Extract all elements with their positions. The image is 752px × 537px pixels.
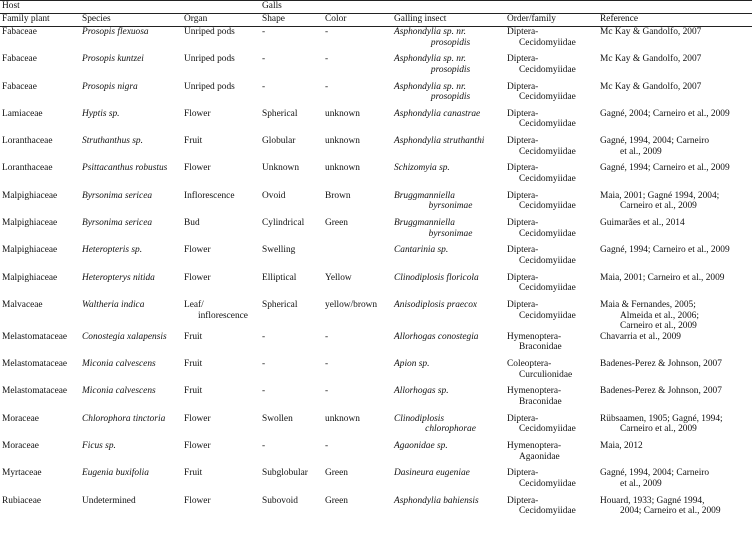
insect-line: chlorophorae <box>425 424 476 435</box>
cell-galling-insect <box>394 414 507 441</box>
cell-shape: Spherical <box>262 108 298 119</box>
cell-color: Green <box>325 495 348 506</box>
cell-order-family <box>507 332 600 359</box>
cell-shape: Subovoid <box>262 495 298 506</box>
organ-line: Fruit <box>184 331 203 342</box>
cell-galling-insect <box>394 386 507 413</box>
cell-shape: - <box>262 359 266 370</box>
cell-family-plant: Lamiaceae <box>2 108 43 119</box>
organ-line: Unriped pods <box>184 81 235 92</box>
cell-order-family <box>507 496 600 523</box>
table-body <box>0 27 752 523</box>
order-line: Cecidomyiidae <box>519 255 576 266</box>
order-line: Diptera- <box>507 136 539 147</box>
col-header-species: Species <box>82 14 111 24</box>
cell-species: Prosopis flexuosa <box>82 27 149 37</box>
reference-line: Maia, 2012 <box>600 440 643 451</box>
cell-color: - <box>325 81 329 92</box>
cell-organ <box>184 54 262 81</box>
cell-shape: Swelling <box>262 245 296 256</box>
col-header-color: Color <box>325 14 347 24</box>
cell-order-family <box>507 27 600 55</box>
cell-organ <box>184 109 262 136</box>
cell-organ <box>184 163 262 190</box>
cell-species: Hyptis sp. <box>82 108 120 119</box>
reference-line: Maia, 2001; Carneiro et al., 2009 <box>600 272 725 283</box>
insect-line: prosopidis <box>430 64 471 75</box>
col-header-order-family: Order/family <box>507 14 556 24</box>
organ-line: Flower <box>184 495 211 506</box>
reference-line: Gagné, 2004; Carneiro et al., 2009 <box>600 108 730 119</box>
table-row <box>0 218 752 245</box>
table-row <box>0 496 752 523</box>
cell-galling-insect <box>394 273 507 300</box>
insect-line: Clinodiplosis floricola <box>394 272 479 283</box>
organ-line: Flower <box>184 163 211 174</box>
table-row <box>0 300 752 332</box>
order-line: Cecidomyiidae <box>519 478 576 489</box>
order-line: Cecidomyiidae <box>519 146 576 157</box>
cell-organ <box>184 27 262 55</box>
cell-reference <box>600 163 752 190</box>
cell-organ <box>184 496 262 523</box>
table-row <box>0 245 752 272</box>
cell-species: Undetermined <box>82 495 136 506</box>
cell-shape: - <box>262 331 266 342</box>
table-row <box>0 109 752 136</box>
cell-family-plant: Malvaceae <box>2 299 43 310</box>
cell-species: Chlorophora tinctoria <box>82 413 166 424</box>
cell-organ <box>184 414 262 441</box>
cell-color: - <box>325 331 329 342</box>
insect-line: Asphondylia sp. nr. <box>394 54 466 65</box>
table-row <box>0 54 752 81</box>
cell-family-plant: Malpighiaceae <box>2 272 58 283</box>
order-line: Hymenoptera- <box>507 386 562 397</box>
insect-line: Bruggmanniella <box>394 218 455 229</box>
cell-species: Miconia calvescens <box>82 386 156 397</box>
cell-color: Green <box>325 468 348 479</box>
cell-reference <box>600 359 752 386</box>
cell-order-family <box>507 191 600 218</box>
cell-galling-insect <box>394 468 507 495</box>
organ-line: Fruit <box>184 386 203 397</box>
cell-color: - <box>325 27 329 37</box>
cell-order-family <box>507 300 600 332</box>
cell-color: Yellow <box>325 272 352 283</box>
insect-line: Clinodiplosis <box>394 413 445 424</box>
organ-line: Flower <box>184 272 211 283</box>
cell-species: Eugenia buxifolia <box>82 468 149 479</box>
cell-species: Heteropterys nitida <box>82 272 155 283</box>
cell-organ <box>184 136 262 163</box>
cell-family-plant: Rubiaceae <box>2 495 42 506</box>
cell-order-family <box>507 386 600 413</box>
cell-galling-insect <box>394 27 507 55</box>
cell-shape: Swollen <box>262 413 293 424</box>
order-line: Diptera- <box>507 190 539 201</box>
organ-line: Unriped pods <box>184 54 235 65</box>
table-row <box>0 468 752 495</box>
reference-line: Gagné, 1994, 2004; Carneiro <box>600 468 710 479</box>
cell-order-family <box>507 163 600 190</box>
cell-family-plant: Myrtaceae <box>2 468 42 479</box>
cell-galling-insect <box>394 54 507 81</box>
col-header-reference: Reference <box>600 14 639 24</box>
order-line: Cecidomyiidae <box>519 119 576 130</box>
cell-family-plant: Loranthaceae <box>2 136 53 147</box>
cell-shape: - <box>262 54 266 65</box>
reference-line: Maia, 2001; Gagné 1994, 2004; <box>600 190 720 201</box>
insect-line: Bruggmanniella <box>394 190 455 201</box>
insect-line: Allorhogas conostegia <box>394 331 479 342</box>
order-line: Cecidomyiidae <box>519 228 576 239</box>
reference-line: Mc Kay & Gandolfo, 2007 <box>600 54 702 65</box>
col-header-family-plant: Family plant <box>2 14 50 24</box>
cell-species: Struthanthus sp. <box>82 136 143 147</box>
reference-line: Mc Kay & Gandolfo, 2007 <box>600 27 702 37</box>
insect-line: Asphondylia bahiensis <box>394 495 479 506</box>
cell-shape: Ovoid <box>262 190 286 201</box>
reference-line: Carneiro et al., 2009 <box>620 424 697 435</box>
order-line: Diptera- <box>507 218 539 229</box>
order-line: Hymenoptera- <box>507 331 562 342</box>
order-line: Diptera- <box>507 299 539 310</box>
cell-family-plant: Melastomataceae <box>2 386 68 397</box>
cell-reference <box>600 441 752 468</box>
table-row <box>0 332 752 359</box>
reference-line: Gagné, 1994; Carneiro et al., 2009 <box>600 163 730 174</box>
reference-line: Mc Kay & Gandolfo, 2007 <box>600 81 702 92</box>
cell-shape: - <box>262 386 266 397</box>
table-row <box>0 359 752 386</box>
cell-galling-insect <box>394 109 507 136</box>
cell-color: yellow/brown <box>325 299 378 310</box>
cell-family-plant: Fabaceae <box>2 54 37 65</box>
cell-color: - <box>325 54 329 65</box>
organ-line: Fruit <box>184 468 203 479</box>
cell-reference <box>600 414 752 441</box>
cell-order-family <box>507 414 600 441</box>
cell-reference <box>600 218 752 245</box>
cell-family-plant: Moraceae <box>2 413 39 424</box>
cell-species: Waltheria indica <box>82 299 145 310</box>
cell-species: Miconia calvescens <box>82 359 156 370</box>
cell-family-plant: Fabaceae <box>2 81 37 92</box>
organ-line: Fruit <box>184 136 203 147</box>
cell-organ <box>184 468 262 495</box>
cell-reference <box>600 386 752 413</box>
order-line: Diptera- <box>507 468 539 479</box>
cell-species: Prosopis kuntzei <box>82 54 144 65</box>
cell-order-family <box>507 218 600 245</box>
cell-galling-insect <box>394 332 507 359</box>
cell-color: - <box>325 359 329 370</box>
cell-species: Byrsonima sericea <box>82 190 153 201</box>
table-row <box>0 82 752 109</box>
reference-line: Badenes-Perez & Johnson, 2007 <box>600 359 722 370</box>
cell-color: unknown <box>325 413 360 424</box>
cell-galling-insect <box>394 245 507 272</box>
cell-species: Heteropteris sp. <box>82 245 143 256</box>
cell-organ <box>184 82 262 109</box>
cell-reference <box>600 109 752 136</box>
cell-shape: Globular <box>262 136 296 147</box>
cell-color: Brown <box>325 190 351 201</box>
cell-color: Green <box>325 218 348 229</box>
reference-line: Chavarria et al., 2009 <box>600 331 681 342</box>
organ-line: Leaf/ <box>184 299 204 310</box>
insect-line: Apion sp. <box>394 359 430 370</box>
cell-shape: - <box>262 440 266 451</box>
cell-species: Byrsonima sericea <box>82 218 153 229</box>
insect-line: byrsonimae <box>428 201 473 212</box>
organ-line: Flower <box>184 108 211 119</box>
group-header-row <box>0 1 752 14</box>
table-row <box>0 27 752 55</box>
cell-order-family <box>507 136 600 163</box>
cell-organ <box>184 332 262 359</box>
cell-species: Prosopis nigra <box>82 81 138 92</box>
cell-reference <box>600 245 752 272</box>
order-line: Coleoptera- <box>507 359 552 370</box>
organ-line: Unriped pods <box>184 27 235 37</box>
order-line: Diptera- <box>507 108 539 119</box>
insect-line: byrsonimae <box>428 228 473 239</box>
cell-galling-insect <box>394 191 507 218</box>
cell-reference <box>600 300 752 332</box>
cell-galling-insect <box>394 496 507 523</box>
order-line: Cecidomyiidae <box>519 310 576 321</box>
organ-line: Bud <box>184 218 200 229</box>
cell-reference <box>600 191 752 218</box>
col-header-organ: Organ <box>184 14 208 24</box>
order-line: Cecidomyiidae <box>519 64 576 75</box>
cell-order-family <box>507 359 600 386</box>
insect-line: Asphondylia canastrae <box>394 108 481 119</box>
cell-organ <box>184 218 262 245</box>
cell-family-plant: Malpighiaceae <box>2 190 58 201</box>
order-line: Diptera- <box>507 163 539 174</box>
col-header-shape: Shape <box>262 14 285 24</box>
order-line: Diptera- <box>507 413 539 424</box>
cell-organ <box>184 441 262 468</box>
order-line: Cecidomyiidae <box>519 424 576 435</box>
organ-line: inflorescence <box>198 310 248 321</box>
cell-organ <box>184 245 262 272</box>
cell-family-plant: Melastomataceae <box>2 359 68 370</box>
cell-order-family <box>507 468 600 495</box>
column-header-row <box>0 14 752 27</box>
cell-shape: Elliptical <box>262 272 297 283</box>
cell-species: Ficus sp. <box>82 440 116 451</box>
cell-organ <box>184 386 262 413</box>
cell-color: unknown <box>325 108 360 119</box>
table-row <box>0 163 752 190</box>
cell-organ <box>184 300 262 332</box>
cell-reference <box>600 54 752 81</box>
cell-galling-insect <box>394 136 507 163</box>
cell-order-family <box>507 109 600 136</box>
reference-line: Carneiro et al., 2009 <box>620 201 697 212</box>
cell-shape: - <box>262 81 266 92</box>
order-line: Diptera- <box>507 245 539 256</box>
cell-family-plant: Fabaceae <box>2 27 37 37</box>
cell-shape: - <box>262 27 266 37</box>
cell-reference <box>600 136 752 163</box>
reference-line: Gagné, 1994, 2004; Carneiro <box>600 136 710 147</box>
cell-order-family <box>507 273 600 300</box>
cell-species: Conostegia xalapensis <box>82 331 167 342</box>
organ-line: Flower <box>184 413 211 424</box>
reference-line: Badenes-Perez & Johnson, 2007 <box>600 386 722 397</box>
cell-galling-insect <box>394 300 507 332</box>
reference-line: Guimarães et al., 2014 <box>600 218 685 229</box>
cell-shape: Cylindrical <box>262 218 305 229</box>
order-line: Diptera- <box>507 54 539 65</box>
reference-line: et al., 2009 <box>620 146 662 157</box>
cell-shape: Spherical <box>262 299 298 310</box>
insect-line: Agaonidae sp. <box>394 440 448 451</box>
cell-organ <box>184 273 262 300</box>
cell-reference <box>600 82 752 109</box>
cell-galling-insect <box>394 359 507 386</box>
table-row <box>0 386 752 413</box>
reference-line: et al., 2009 <box>620 478 662 489</box>
cell-galling-insect <box>394 441 507 468</box>
insect-line: prosopidis <box>430 92 471 103</box>
order-line: Agaonidae <box>519 451 560 462</box>
reference-line: Gagné, 1994; Carneiro et al., 2009 <box>600 245 730 256</box>
order-line: Cecidomyiidae <box>519 174 576 185</box>
insect-line: Cantarinia sp. <box>394 245 449 256</box>
cell-color: unknown <box>325 163 360 174</box>
table-row <box>0 414 752 441</box>
organ-line: Fruit <box>184 359 203 370</box>
order-line: Hymenoptera- <box>507 440 562 451</box>
cell-color: - <box>325 386 329 397</box>
cell-family-plant: Loranthaceae <box>2 163 53 174</box>
order-line: Diptera- <box>507 27 539 37</box>
cell-color: unknown <box>325 136 360 147</box>
organ-line: Flower <box>184 440 211 451</box>
table-row <box>0 441 752 468</box>
reference-line: Almeida et al., 2006; <box>620 310 699 321</box>
order-line: Diptera- <box>507 81 539 92</box>
cell-galling-insect <box>394 82 507 109</box>
cell-reference <box>600 273 752 300</box>
group-host-heading: Host <box>2 1 20 11</box>
cell-shape: Unknown <box>262 163 300 174</box>
group-galls-heading: Galls <box>262 1 282 11</box>
order-line: Cecidomyiidae <box>519 506 576 517</box>
cell-family-plant: Melastomataceae <box>2 331 68 342</box>
cell-reference <box>600 496 752 523</box>
organ-line: Inflorescence <box>184 190 235 201</box>
cell-shape: Subglobular <box>262 468 308 479</box>
cell-color: - <box>325 440 329 451</box>
order-line: Braconidae <box>519 342 562 353</box>
cell-organ <box>184 191 262 218</box>
order-line: Cecidomyiidae <box>519 37 576 48</box>
cell-reference <box>600 468 752 495</box>
insect-line: Asphondylia struthanthi <box>394 136 485 147</box>
cell-galling-insect <box>394 218 507 245</box>
reference-line: 2004; Carneiro et al., 2009 <box>620 506 721 517</box>
order-line: Cecidomyiidae <box>519 201 576 212</box>
cell-galling-insect <box>394 163 507 190</box>
cell-order-family <box>507 245 600 272</box>
cell-family-plant: Malpighiaceae <box>2 245 58 256</box>
insect-line: Asphondylia sp. nr. <box>394 27 466 37</box>
insect-line: prosopidis <box>430 37 471 48</box>
table-row <box>0 191 752 218</box>
reference-line: Maia & Fernandes, 2005; <box>600 299 696 310</box>
insect-line: Dasineura eugeniae <box>394 468 470 479</box>
insect-line: Allorhogas sp. <box>394 386 449 397</box>
order-line: Diptera- <box>507 495 539 506</box>
table-row <box>0 136 752 163</box>
organ-line: Flower <box>184 245 211 256</box>
cell-family-plant: Malpighiaceae <box>2 218 58 229</box>
insect-line: Asphondylia sp. nr. <box>394 81 466 92</box>
table-row <box>0 273 752 300</box>
insect-line: Anisodiplosis praecox <box>394 299 478 310</box>
cell-order-family <box>507 441 600 468</box>
order-line: Diptera- <box>507 272 539 283</box>
col-header-galling-insect: Galling insect <box>394 14 447 24</box>
order-line: Cecidomyiidae <box>519 92 576 103</box>
cell-color <box>325 245 394 272</box>
cell-species: Psittacanthus robustus <box>82 163 168 174</box>
order-line: Curculionidae <box>519 369 573 380</box>
insect-line: Schizomyia sp. <box>394 163 450 174</box>
cell-family-plant: Moraceae <box>2 440 39 451</box>
order-line: Cecidomyiidae <box>519 283 576 294</box>
cell-reference <box>600 27 752 55</box>
reference-line: Carneiro et al., 2009 <box>620 321 697 332</box>
order-line: Braconidae <box>519 396 562 407</box>
cell-reference <box>600 332 752 359</box>
reference-line: Rübsaamen, 1905; Gagné, 1994; <box>600 413 723 424</box>
cell-order-family <box>507 82 600 109</box>
cell-organ <box>184 359 262 386</box>
reference-line: Houard, 1933; Gagné 1994, <box>600 495 705 506</box>
cell-order-family <box>507 54 600 81</box>
